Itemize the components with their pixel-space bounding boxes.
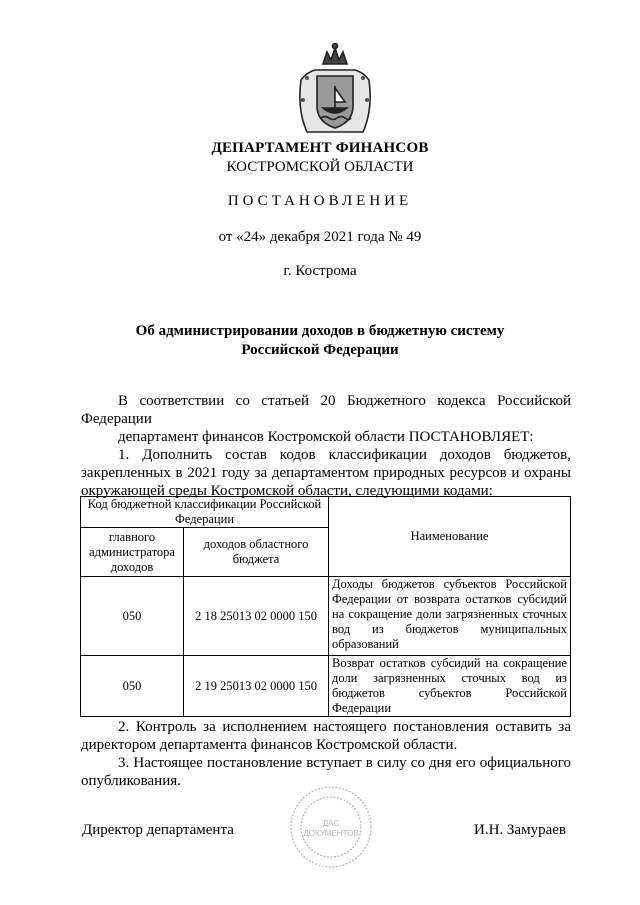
subject-line-2: Российской Федерации [241, 342, 399, 358]
table-header-name: Наименование [329, 497, 571, 577]
table-header-row [81, 497, 571, 528]
document-type: ПОСТАНОВЛЕНИЕ [227, 193, 413, 209]
paragraph-item-2: 2. Контроль за исполнением настоящего постановления оставить за директором департамента финансов Костромской области. [81, 719, 571, 753]
subject-line-1: Об администрировании доходов в бюджетную систему [135, 323, 505, 339]
table-row [81, 577, 571, 656]
row-admin-code: 050 [81, 577, 184, 656]
table-row [81, 656, 571, 717]
department-region: КОСТРОМСКОЙ ОБЛАСТИ [226, 159, 414, 175]
row-name: Доходы бюджетов субъектов Российской Федерации от возврата остатков субсидий на сокращение доли загрязненных сточных вод из бюджетов муниципальных образований [329, 577, 571, 656]
signature-position: Директор департамента [82, 822, 234, 838]
table-header-income: доходов областного бюджета [184, 528, 329, 577]
paragraph-item-1: 1. Дополнить состав кодов классификации доходов бюджетов, закрепленных в 2021 году за департаментом природных ресурсов и охраны окружающей среды Костромской области, следующими кодами: [81, 447, 571, 499]
classification-codes-table [80, 496, 571, 717]
row-name: Возврат остатков субсидий на сокращение доли загрязненных сточных вод из бюджетов субъектов Российской Федерации [329, 656, 571, 717]
signature-name: И.Н. Замураев [474, 822, 566, 838]
paragraph-basis: В соответствии со статьей 20 Бюджетного кодекса Российской Федерации [81, 393, 571, 427]
row-income-code: 2 18 25013 02 0000 150 [184, 577, 329, 656]
document-date: от «24» декабря 2021 года № 49 [218, 229, 422, 245]
table-group-header: Код бюджетной классификации Российской Федерации [81, 497, 329, 528]
paragraph-resolves: департамент финансов Костромской области ПОСТАНОВЛЯЕТ: [118, 429, 534, 445]
paragraph-item-3: 3. Настоящее постановление вступает в силу со дня его официального опубликования. [81, 755, 571, 789]
row-income-code: 2 19 25013 02 0000 150 [184, 656, 329, 717]
department-title: ДЕПАРТАМЕНТ ФИНАНСОВ [211, 140, 429, 156]
stamp-text-top: ДАС [322, 819, 340, 828]
stamp-text-bottom: ДОКУМЕНТОВ [303, 829, 359, 838]
seal-stamp [288, 782, 374, 872]
document-city: г. Кострома [283, 263, 357, 279]
table-header-admin: главного администратора доходов [81, 528, 184, 577]
coat-of-arms-emblem [293, 40, 377, 140]
document-subject [0, 322, 640, 360]
row-admin-code: 050 [81, 656, 184, 717]
